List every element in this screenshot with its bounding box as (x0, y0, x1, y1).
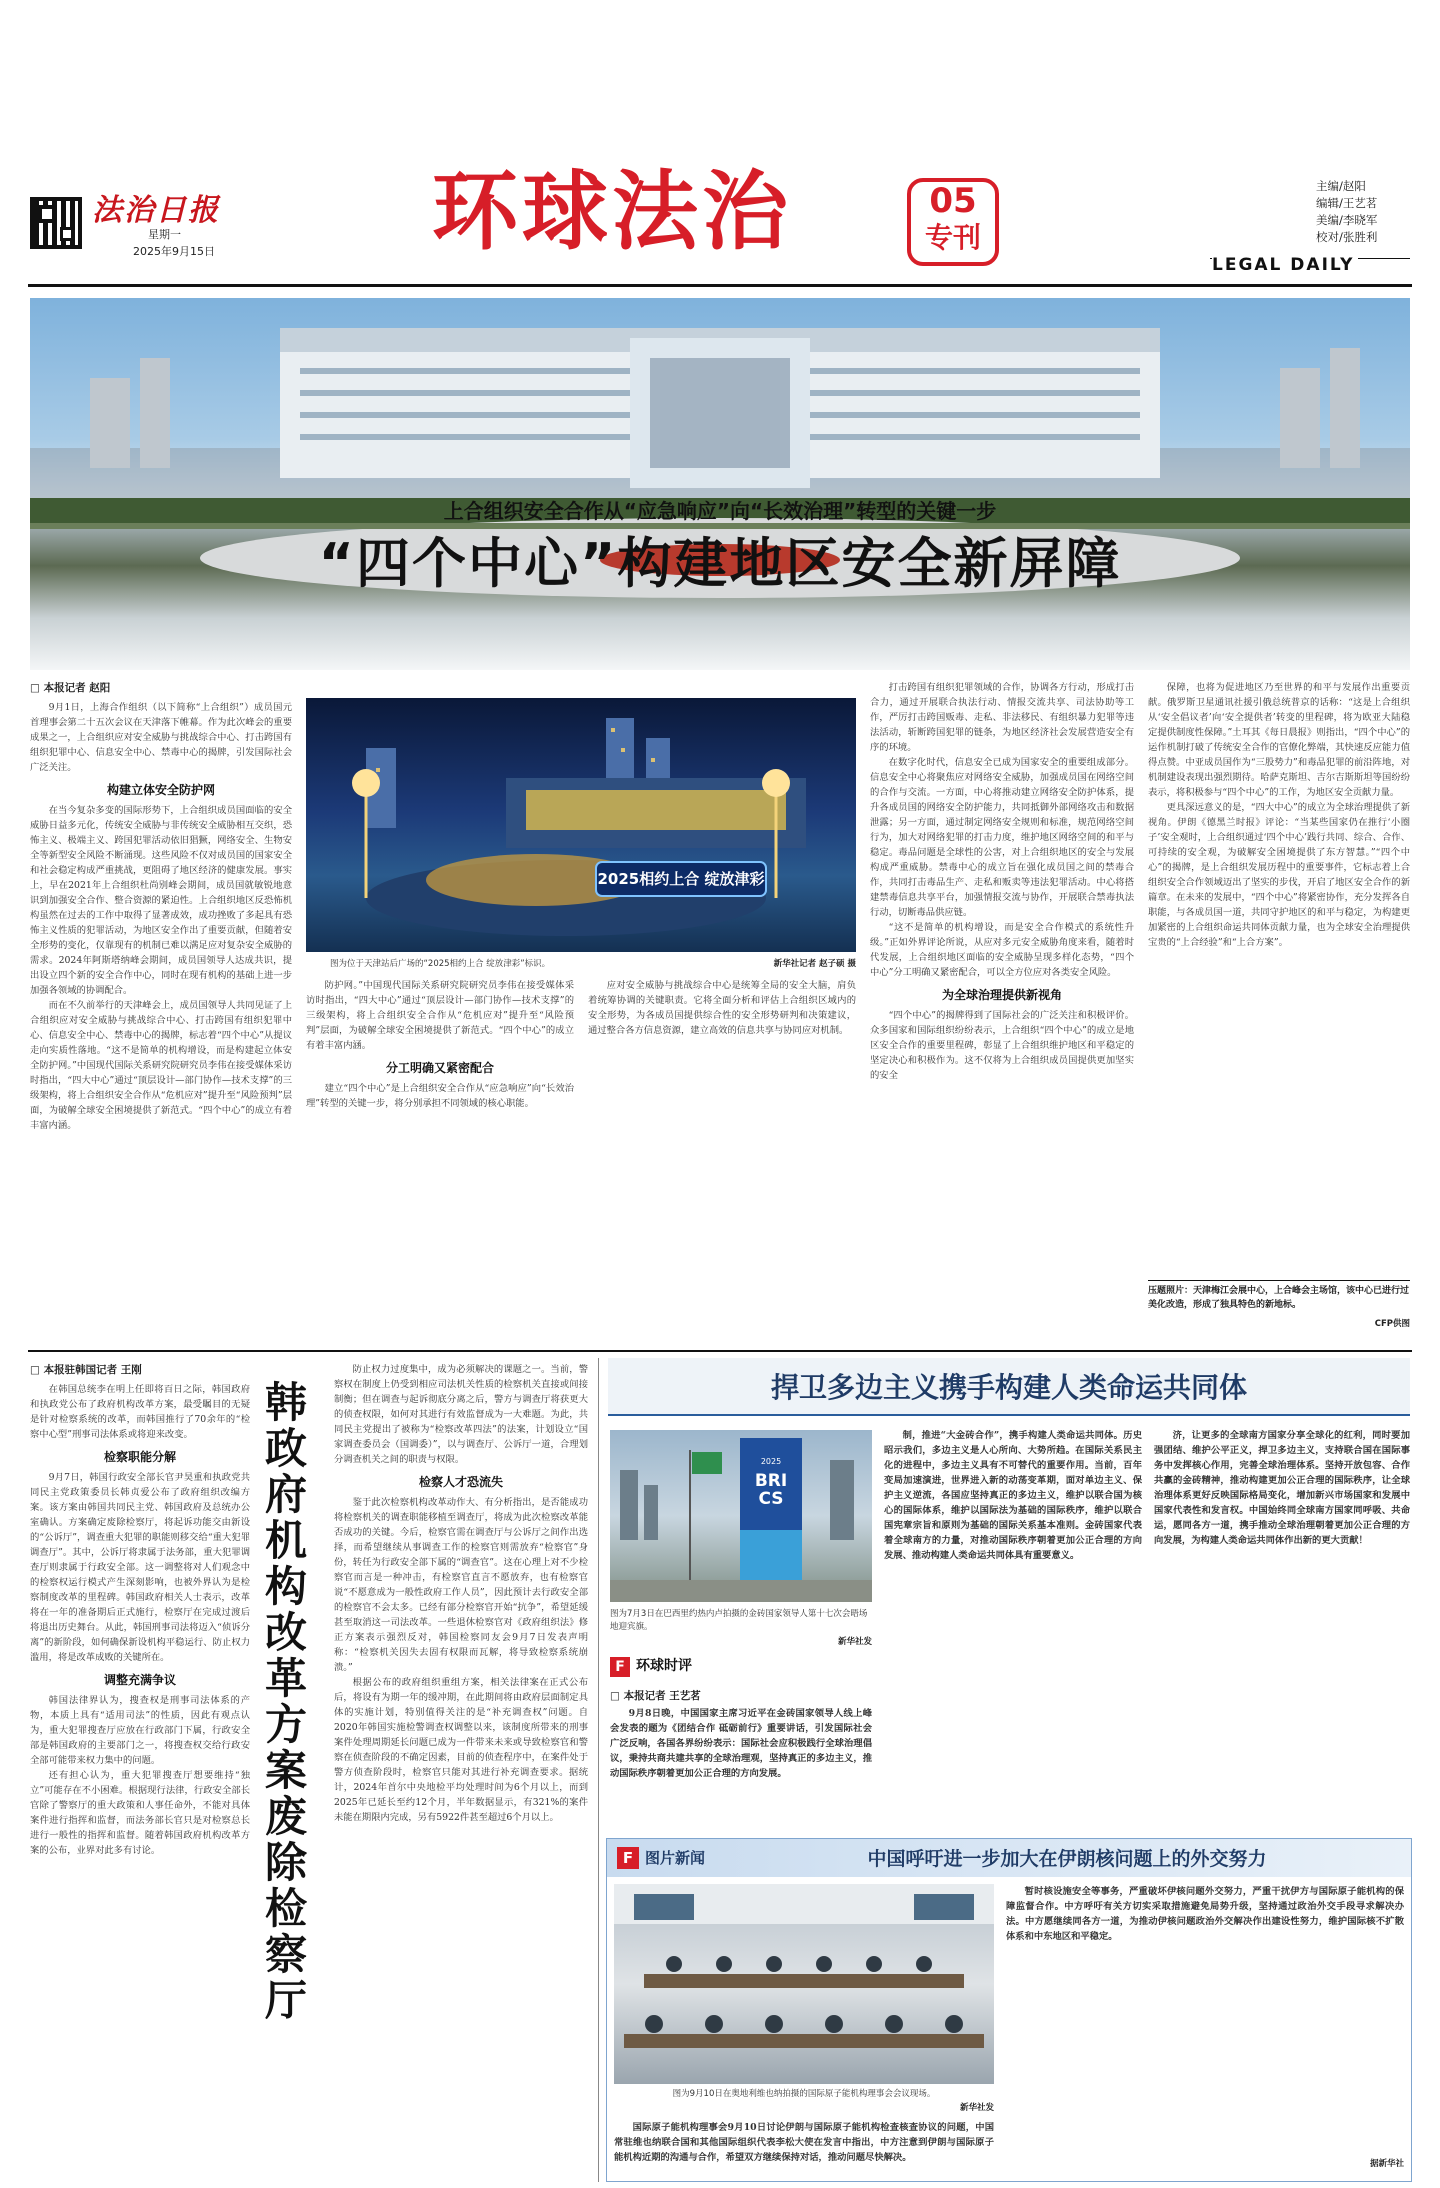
photo-news-tag-icon: F (617, 1847, 639, 1869)
lead-photo[interactable] (306, 698, 856, 952)
lead-photo-credit: 新华社记者 赵子硕 摄 (773, 959, 856, 969)
korea-col1-p4: 还有担心认为，重大犯罪搜查厅想要维持“独立”可能存在不小困难。根据现行法律，行政安全部长官除了警察厅的重大政策和人事任命外，不能对具体案件进行指挥和监督，而法务部长官只是对检察总长进行一般性的指挥和监督。随着韩国政府机构改革方案的公布，业界对此多有讨论。 (30, 1770, 250, 1856)
iaea-photo-credit: 新华社发 (959, 2103, 994, 2113)
brics-photo-credit: 新华社发 (837, 1637, 872, 1647)
multilateral-p1: 9月8日晚，中国国家主席习近平在金砖国家领导人线上峰会发表的题为《团结合作 砥砺前行》重要讲话，引发国际社会广泛反响，各国各界纷纷表示：国际社会应积极践行全球治理倡议，秉持共商共建共享的全球治理观，坚持真正的多边主义，推动国际秩序朝着更加公正合理的方向发展。 (610, 1708, 872, 1779)
brics-photo-caption: 图为7月3日在巴西里约热内卢拍摄的金砖国家领导人第十七次会晤场地迎宾旗。 (610, 1609, 868, 1633)
multilateral-headline: 捍卫多边主义携手构建人类命运共同体 (770, 1371, 1247, 1404)
hero-photo[interactable] (30, 298, 1410, 670)
lead-subhead-1: 构建立体安全防护网 (106, 783, 215, 797)
lead-col4-p3: “这不是简单的机构增设，而是安全合作模式的系统性升级。”正如外界评论所说，从应对多元安全威胁角度来看，随着时代发展，上合组织地区面临的安全威胁呈现多样化态势，“四个中心”分工明确又紧密配合，可以全方位应对各类安全风险。 (870, 922, 1134, 978)
night-square-illustration (306, 698, 856, 952)
korea-col2-p3: 根据公布的政府组织重组方案，相关法律案在正式公布后，将设有为期一年的缓冲期，在此期间将由政府层面制定具体的实施计划，特别值得关注的是“补充调查权”问题。自2020年韩国实施检警调查权调整以来，该制度所带来的刑事案件处理周期延长问题已成为一件带来未来或导致检察官和警察在侦查阶段的不确定因素，目前的侦查程序中，在案件处于警方侦查阶段时，检察官只能对其进行补充调查要求。据统计，2024年首尔中央地检平均处理时间为6个月以上，而到2025年已延长至约12个月，半年数据显示，有321%的案件未能在期限内完成，另有5922件甚至超过6个月以上。 (334, 1677, 588, 1823)
multilateral-header (608, 1358, 1410, 1416)
korea-col2 (334, 1362, 588, 2182)
staff-editor: 编辑/王艺茗 (1316, 196, 1378, 210)
brics-photo[interactable] (610, 1430, 872, 1602)
multilateral-byline: □ 本报记者 王艺茗 (610, 1690, 701, 1702)
lead-col3-p1: 应对安全威胁与挑战综合中心是统筹全局的安全大脑，肩负着统筹协调的关键职责。它将全面分析和评估上合组织区域内的安全形势，为各成员国提供综合性的安全形势研判和决策建议，通过整合各方信息资源，建立高效的信息共享与协同应对机制。 (588, 980, 856, 1036)
lead-col2-p2: 建立“四个中心”是上合组织安全合作从“应急响应”向“长效治理”转型的关键一步，将分别承担不同领域的核心职能。 (306, 1083, 574, 1109)
section-title: 环球法治 (432, 162, 792, 262)
multilateral-p3: 济，让更多的全球南方国家分享全球化的红利，同时要加强团结、维护公平正义，捍卫多边主义，支持联合国在国际事务中发挥核心作用，完善全球治理体系。坚持开放包容、合作共赢的金砖精神，推动构建更加公正合理的国际秩序，让全球治理体系更好反映国际格局变化，增加新兴市场国家和发展中国家代表性和发言权。中国始终同全球南方国家同呼吸、共命运，愿同各方一道，携手推动全球治理朝着更加公正合理的方向发展，为构建人类命运共同体作出新的更大贡献！ (1154, 1430, 1410, 1546)
lead-col2 (306, 978, 574, 1340)
korea-subhead-1: 检察职能分解 (103, 1450, 176, 1464)
lead-photo-caption: 图为位于天津站后广场的“2025相约上合 绽放津彩”标识。 (330, 959, 551, 969)
korea-col2-p2: 鉴于此次检察机构改革动作大、有分析指出，是否能成功将检察机关的调查职能移植至调查厅，将成为此次检察改革能否成功的关键。今后，检察官需在调查厅与公诉厅之间作出选择，而希望继续从事调查工作的检察官则需放弃“检察官”身份，转任为行政安全部下属的“调查官”。这在心理上对不少检察官而言是一种冲击，有检察官直言不愿放弃，也有检察官说“不愿意成为一般性政府工作人员”，因此预计去行政安全部的检察官不会太多。已经有部分检察官开始“抗争”，希望延缓甚至取消这一司法改革。一些退休检察官对《政府组织法》修正方案表示强烈反对，韩国检察同友会9月7日发表声明称：“检察机关因失去固有权限而瓦解，将导致检察系统崩溃。” (334, 1497, 588, 1673)
lead-col4-p1: 打击跨国有组织犯罪领域的合作，协调各方行动，形成打击合力，通过开展联合执法行动、情报交流共享、司法协助等工作，严厉打击跨国贩毒、走私、非法移民、有组织暴力犯罪等违法活动，斩断跨国犯罪的链条，为地区经济社会发展营造安全有序的环境。 (870, 682, 1134, 753)
lead-col5-p1: 保障，也将为促进地区乃至世界的和平与发展作出重要贡献。俄罗斯卫星通讯社援引俄总统普京的话称：“这是上合组织从‘安全倡议者’向‘安全提供者’转变的里程碑，将为欧亚大陆稳定提供制度性保障。”土耳其《每日晨报》则指出，“四个中心”的运作机制打破了传统安全合作的官僚化弊端，其快速反应能力值得点赞。中亚成员国作为“三股势力”和毒品犯罪的前沿阵地，对机制建设表现出强烈期待。哈萨克斯坦、吉尔吉斯斯坦等国纷纷表示，将积极参与“四个中心”的工作，为地区安全贡献力量。 (1148, 682, 1410, 798)
lead-col4-p4: “四个中心”的揭牌得到了国际社会的广泛关注和积极评价。众多国家和国际组织纷纷表示，上合组织“四个中心”的成立是地区安全合作的重要里程碑，彰显了上合组织维护地区和平稳定的坚定决心和积极作为。这不仅将为上合组织成员国提供更加坚实的安全 (870, 1010, 1134, 1081)
photo-news-left-text (614, 2120, 994, 2176)
lead-col1-p3: 而在不久前举行的天津峰会上，成员国领导人共同见证了上合组织应对安全威胁与挑战综合中心、打击跨国有组织犯罪中心、信息安全中心、禁毒中心的揭牌，标志着“四个中心”从提议走向实质性落地。“这不是简单的机构增设，而是构建起立体安全防护网。”中国现代国际关系研究院研究员李伟在接受媒体采访时指出，“四大中心”通过“顶层设计—部门协作—技术支撑”的三级架构，将上合组织安全合作从“危机应对”提升至“风险预判”层面，为破解全球安全困境提供了新范式。“四个中心”的成立有着丰富内涵。 (30, 1000, 292, 1131)
staff-list (1316, 178, 1377, 246)
masthead-rule (28, 284, 1412, 287)
iaea-photo-caption: 图为9月10日在奥地利维也纳拍摄的国际原子能机构理事会会议现场。 (672, 2089, 936, 2099)
multilateral-p2: 制，推进“大金砖合作”，携手构建人类命运共同体。历史昭示我们，多边主义是人心所向、大势所趋。在国际关系民主化的进程中，多边主义具有不可替代的重要作用。当前，百年变局加速演进，世界进入新的动荡变革期，面对单边主义、保护主义逆流，各国应坚持真正的多边主义，维护以联合国为核心的国际体系，维护以国际法为基础的国际秩序，维护以联合国宪章宗旨和原则为基础的国际关系基本准则。金砖国家代表着全球南方的力量，对推动国际秩序朝着更加公正合理的方向发展、推动构建人类命运共同体具有重要意义。 (884, 1430, 1142, 1561)
lead-col2-p1: 防护网。”中国现代国际关系研究院研究员李伟在接受媒体采访时指出，“四大中心”通过“顶层设计—部门协作—技术支撑”的三级架构，将上合组织安全合作从“危机应对”提升至“风险预判”层面，为破解全球安全困境提供了新范式。“四个中心”的成立有着丰富内涵。 (306, 980, 574, 1051)
korea-col2-p1: 防止权力过度集中，成为必须解决的课题之一。当前，警察权在制度上仍受到相应司法机关性质的检察机关直接或间接制衡；但在调查与起诉彻底分离之后，警方与调查厅将获更大的侦查权限，如何对其进行有效监督成为一大难题。为此，共同民主党提出了被称为“检察改革四法”的法案，计划设立“国家调查委员会（国调委）”，以与调查厅、公诉厅一道，合理划分调查机关之间的职责与权限。 (334, 1364, 588, 1465)
korea-col1-p2: 9月7日，韩国行政安全部长官尹昊重和执政党共同民主党政策委员长韩贞爱公布了政府组织改编方案。该方案由韩国共同民主党、韩国政府及总统办公室确认。方案确定废除检察厅，将起诉功能交由新设的“公诉厅”，调查重大犯罪的职能则移交给“重大犯罪调查厅”。其中，公诉厅将隶属于法务部，重大犯罪调查厅则隶属于行政安全部。这一调整将对人们观念中的检察权运行模式产生深刻影响，也被外界认为是检察制度改革的里程碑。韩国政府相关人士表示，改革将在一年的准备期后正式施行，检察厅在完成过渡后将退出历史舞台。从此，韩国刑事司法将迈入“侦诉分离”的新阶段，如何确保新设机构平稳运行、防止权力滥用，将是改革成败的关键所在。 (30, 1472, 250, 1663)
korea-headline: 韩政府机构改革方案废除检察厅 (264, 1378, 307, 2025)
lead-photo-note-credit: CFP供图 (1374, 1319, 1410, 1329)
korea-byline: □ 本报驻韩国记者 王刚 (30, 1364, 142, 1376)
staff-proofreader: 校对/张胜利 (1316, 230, 1378, 244)
photo-news-right-text (1006, 1884, 1404, 2150)
photo-news-tag: 图片新闻 (645, 1849, 706, 1867)
staff-editor-in-chief: 主编/赵阳 (1316, 179, 1366, 193)
qr-code[interactable] (30, 197, 82, 249)
multilateral-col3 (1154, 1428, 1410, 1828)
brics-photo-year: 2025 (760, 1457, 782, 1466)
lead-col4 (870, 680, 1134, 1340)
lead-col3 (588, 978, 856, 1340)
lead-col1 (30, 700, 292, 1340)
multilateral-col1 (610, 1706, 872, 1828)
lead-byline: □ 本报记者 赵阳 (30, 682, 111, 694)
photo-news-credit: 据新华社 (1369, 2159, 1404, 2169)
page-number: 05 (929, 181, 977, 221)
issue-date: 2025年9月15日 (133, 245, 215, 258)
lead-col1-p1: 9月1日，上海合作组织（以下简称“上合组织”）成员国元首理事会第二十五次会议在天津落下帷幕。作为此次峰会的重要成果之一，上合组织应对安全威胁与挑战综合中心、打击跨国有组织犯罪中心、信息安全中心、禁毒中心的揭牌，引发国际社会广泛关注。 (30, 702, 292, 773)
korea-col1-p1: 在韩国总统李在明上任即将百日之际，韩国政府和执政党公布了政府机构改革方案，最受瞩目的无疑是针对检察系统的改革，而韩国推行了70余年的“检察中心型”刑事司法体系或将迎来改变。 (30, 1384, 250, 1440)
photo-news-left-p: 国际原子能机构理事会9月10日讨论伊朗与国际原子能机构检查核查协议的问题，中国常驻维也纳联合国和其他国际组织代表李松大使在发言中指出，中方注意到伊朗与国际原子能机构近期的沟通与合作，希望双方继续保持对话，推动问题尽快解决。 (614, 2122, 994, 2163)
lead-photo-banner: 2025相约上合 绽放津彩 (597, 870, 765, 888)
photo-news-right-p: 暂时核设施安全等事务，严重破坏伊核问题外交努力，严重干扰伊方与国际原子能机构的保障监督合作。中方呼吁有关方切实采取措施避免局势升级，坚持通过政治外交手段寻求解决办法。中方愿继续同各方一道，为推动伊核问题政治外交解决作出建设性努力，维护国际核不扩散体系和中东地区和平稳定。 (1006, 1886, 1404, 1942)
weekday: 星期一 (148, 228, 181, 241)
korea-subhead-2: 调整充满争议 (103, 1673, 176, 1687)
page-number-box (907, 178, 999, 266)
korea-subhead-3: 检察人才恐流失 (418, 1475, 503, 1489)
lead-subhead-3: 为全球治理提供新视角 (941, 988, 1062, 1002)
lead-col4-p2: 在数字化时代，信息安全已成为国家安全的重要组成部分。信息安全中心将聚焦应对网络安全威胁，加强成员国在网络空间的合作与交流。一方面，中心将推动建立网络安全防护体系，提升各成员国的网络安全防护能力，共同抵御外部网络攻击和数据泄露；另一方面，通过制定网络安全规则和标准，规范网络空间行为，加大对网络犯罪的打击力度，维护地区网络空间的和平与稳定。毒品问题是全球性的公害，对上合组织地区的安全与发展构成严重威胁。禁毒中心的成立旨在强化成员国之间的禁毒合作，共同打击毒品生产、走私和贩卖等违法犯罪活动。中心将搭建禁毒信息共享平台，加强情报交流与协作，开展联合禁毒执法行动，切断毒品供应链。 (870, 757, 1134, 918)
brics-photo-label: BRICS (754, 1471, 788, 1509)
lead-col5-p2: 更具深远意义的是，“四大中心”的成立为全球治理提供了新视角。伊朗《德黑兰时报》评论：“当某些国家仍在推行‘小圈子’安全观时，上合组织通过‘四个中心’践行共同、综合、合作、可持续的安全观，为破解安全困境提供了东方智慧。”“四个中心”的揭牌，是上合组织发展历程中的重要事件，它标志着上合组织安全合作领域迈出了坚实的步伐，开启了地区安全合作的新篇章。在未来的发展中，“四个中心”将紧密协作，充分发挥各自职能，与各成员国一道，共同守护地区的和平与稳定，为构建更加紧密的上合组织命运共同体贡献力量，也为全球安全治理提供宝贵的“上合经验”和“上合方案”。 (1148, 802, 1410, 948)
hero-kicker: 上合组织安全合作从“应急响应”向“长效治理”转型的关键一步 (443, 499, 997, 523)
korea-col1 (30, 1382, 250, 2182)
lead-subhead-2: 分工明确又紧密配合 (385, 1061, 494, 1075)
convention-center-illustration (30, 298, 1410, 670)
lead-col1-p2: 在当今复杂多变的国际形势下，上合组织成员国面临的安全威胁日益多元化，传统安全威胁与非传统安全威胁相互交织，恐怖主义、极端主义、跨国犯罪活动依旧猖獗，网络安全、生物安全等新型安全风险不断涌现。这些风险不仅对成员国的国家安全和社会稳定构成严重挑战，更阻碍了地区经济的健康发展。事实上，早在2021年上合组织杜尚别峰会期间，成员国就敏锐地意识到加强安全合作、整合资源的紧迫性。上合组织地区反恐怖机构虽然在过去的工作中取得了显著成效，成功挫败了多起具有恐怖主义性质的犯罪活动，为地区安全作出了重要贡献，但随着安全形势的变化，仅靠现有的机制已难以满足应对复杂安全威胁的需求。2024年阿斯塔纳峰会期间，成员国领导人达成共识，提出设立四个新的安全合作中心，同时在现有机构的基础上进一步加强各领域的协调配合。 (30, 805, 292, 996)
lead-photo-note: 压题照片：天津梅江会展中心，上合峰会主场馆，该中心已进行过美化改造，形成了独具特色的新地标。 (1148, 1286, 1410, 1310)
commentary-column-name: 环球时评 (636, 1658, 692, 1675)
commentary-column-tag (610, 1656, 692, 1678)
photo-news-header (607, 1839, 1411, 1877)
iaea-photo[interactable] (614, 1884, 994, 2084)
commentary-icon: F (610, 1657, 630, 1677)
page-type: 专刊 (924, 221, 981, 254)
korea-col1-p3: 韩国法律界认为，搜查权是刑事司法体系的产物，本质上具有“适用司法”的性质，因此有观点认为，重大犯罪搜查厅应放在行政部门下属，行政安全部是韩国政府的主要部门之一，将搜查权交给行政安全部可能带来权力集中的问题。 (30, 1695, 250, 1766)
iaea-meeting-illustration (614, 1884, 994, 2084)
photo-news-headline: 中国呼吁进一步加大在伊朗核问题上的外交努力 (867, 1848, 1267, 1870)
lead-col5 (1148, 680, 1410, 1270)
english-name: LEGAL DAILY (1212, 252, 1358, 278)
multilateral-col2 (884, 1428, 1142, 1828)
column-divider (598, 1358, 599, 2182)
masthead (0, 0, 1440, 290)
section-divider (28, 1350, 1412, 1352)
hero-headline: “四个中心”构建地区安全新屏障 (318, 532, 1122, 595)
staff-art-editor: 美编/李晓军 (1316, 213, 1378, 227)
paper-logo: 法治日报 (92, 193, 220, 228)
lead-box-rule (1148, 1280, 1410, 1281)
